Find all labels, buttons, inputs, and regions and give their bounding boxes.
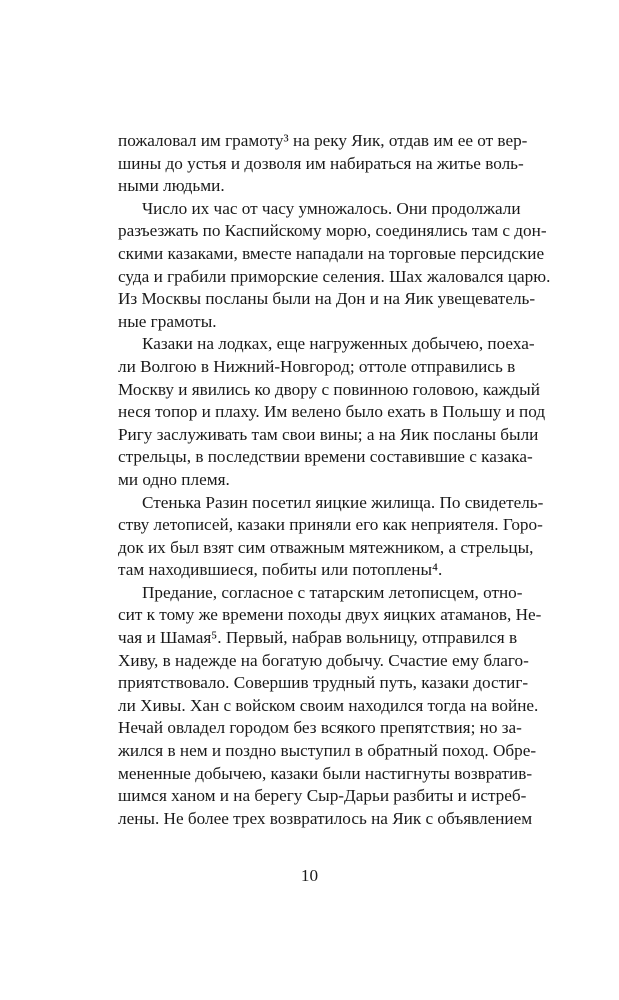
text-line: мененные добычею, казаки были настигнуты возвратив-: [118, 763, 533, 783]
text-line: скими казаками, вместе нападали на торговые персидские: [118, 243, 545, 263]
text-line: ству летописей, казаки приняли его как неприятеля. Горо-: [118, 515, 543, 535]
text-line: разъезжать по Каспийскому морю, соединялись там с дон-: [118, 221, 547, 241]
text-line: жился в нем и поздно выступил в обратный поход. Обре-: [118, 741, 537, 761]
text-line: ными людьми.: [118, 176, 225, 196]
text-line: ми одно племя.: [118, 469, 230, 489]
text-line: Ригу заслуживать там свои вины; а на Яик посланы были: [118, 424, 539, 444]
text-line: сит к тому же времени походы двух яицких атаманов, Не-: [118, 605, 542, 625]
text-line: стрельцы, в последствии времени составившие с казака-: [118, 447, 533, 467]
text-line: Нечай овладел городом без всякого препятствия; но за-: [118, 718, 522, 738]
text-line: суда и грабили приморские селения. Шах жаловался царю.: [118, 266, 551, 286]
text-line: Казаки на лодках, еще нагруженных добычею, поеха-: [142, 334, 535, 354]
text-line: Стенька Разин посетил яицкие жилища. По свидетель-: [142, 492, 544, 512]
text-line: ные грамоты.: [118, 311, 217, 331]
text-line: приятствовало. Совершив трудный путь, казаки достиг-: [118, 673, 529, 693]
text-line: чая и Шамая⁵. Первый, набрав вольницу, отправился в: [118, 628, 518, 648]
text-line: ли Хивы. Хан с войском своим находился тогда на войне.: [118, 695, 539, 715]
text-line: лены. Не более трех возвратилось на Яик с объявлением: [118, 808, 533, 828]
text-line: Из Москвы посланы были на Дон и на Яик увещеватель-: [118, 289, 536, 309]
text-line: Число их час от часу умножалось. Они продолжали: [142, 198, 521, 218]
text-line: док их был взят сим отважным мятежником, а стрельцы,: [118, 537, 534, 557]
page-number: 10: [300, 866, 319, 885]
text-line: ли Волгою в Нижний-Новгород; оттоле отправились в: [118, 356, 516, 376]
text-line: шины до устья и дозволя им набираться на житье воль-: [118, 153, 524, 173]
text-line: Москву и явились ко двору с повинною головою, каждый: [118, 379, 540, 399]
text-line: Предание, согласное с татарским летописцем, отно-: [142, 582, 523, 602]
text-line: пожаловал им грамоту³ на реку Яик, отдав им ее от вер-: [118, 131, 528, 150]
text-line: Хиву, в надежде на богатую добычу. Счастие ему благо-: [118, 650, 529, 670]
text-line: неся топор и плаху. Им велено было ехать в Польшу и под: [118, 402, 546, 422]
text-line: шимся ханом и на берегу Сыр-Дарьи разбиты и истреб-: [118, 786, 527, 806]
body-text: [118, 130, 551, 830]
text-line: там находившиеся, побиты или потоплены⁴.: [118, 560, 443, 580]
